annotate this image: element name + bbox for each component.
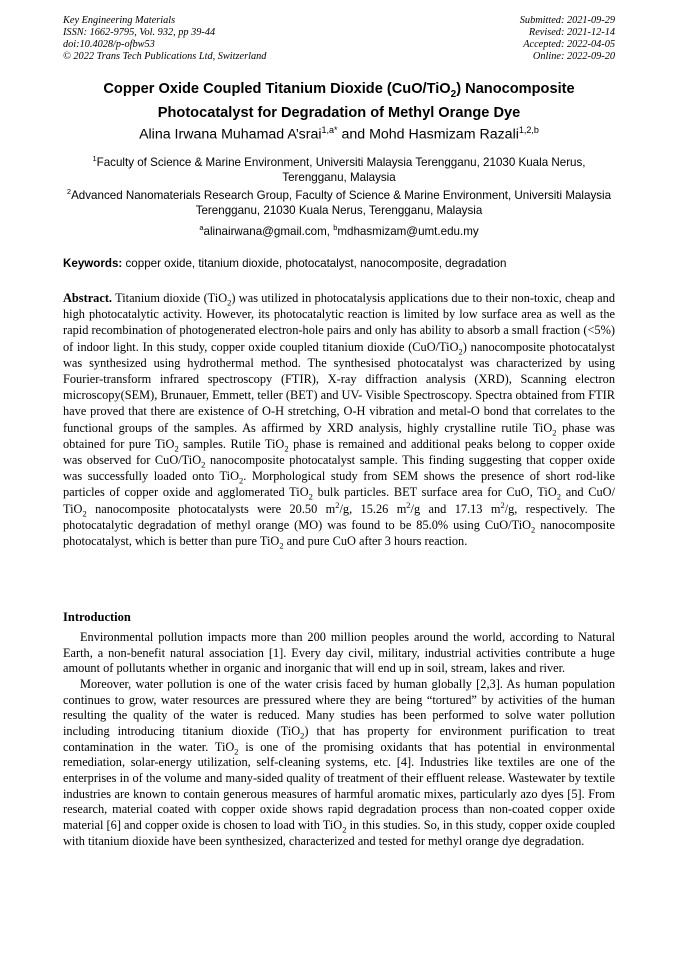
affiliation-1 bbox=[63, 151, 615, 185]
accepted-date: Accepted: 2022-04-05 bbox=[523, 39, 615, 50]
subscript: 2 bbox=[174, 443, 179, 454]
affiliation-1-mark: 1 bbox=[92, 154, 97, 163]
abstract-text: nanocomposite photocatalyst, which is better than pure TiO bbox=[63, 517, 615, 549]
journal-info bbox=[63, 15, 266, 63]
author-emails bbox=[63, 220, 615, 239]
subscript: 2 bbox=[201, 459, 206, 470]
affiliation-1-text: Faculty of Science & Marine Environment, Universiti Malaysia Terengganu, 21030 Kuala Nerus, Terengganu, Malaysia bbox=[96, 155, 586, 184]
subscript: 2 bbox=[227, 297, 232, 308]
subscript: 2 bbox=[556, 491, 561, 502]
abstract-text: and CuO/ TiO bbox=[63, 485, 616, 516]
abstract-text: . Morphological study from SEM shows the presence of short rod-like particles of copper oxide and agglomerated TiO bbox=[63, 469, 615, 500]
publication-dates bbox=[520, 15, 615, 63]
abstract-text: /g and 17.13 m bbox=[410, 501, 501, 516]
abstract-text: nanocomposite photocatalysts were 20.50 m bbox=[86, 501, 336, 516]
author-1-affil: 1,a* bbox=[321, 125, 338, 135]
keywords-text: copper oxide, titanium dioxide, photocatalyst, nanocomposite, degradation bbox=[122, 257, 507, 270]
author-1: Alina Irwana Muhamad A’srai bbox=[139, 126, 322, 143]
paper-title bbox=[40, 80, 638, 122]
email-separator: , bbox=[326, 224, 334, 238]
abstract-label: Abstract. bbox=[63, 291, 113, 305]
abstract-text: phase was obtained for pure TiO bbox=[63, 420, 615, 451]
revised-date: Revised: 2021-12-14 bbox=[528, 27, 615, 38]
subscript: 2 bbox=[300, 730, 305, 741]
affiliation-2 bbox=[63, 184, 615, 218]
title-subscript: 2 bbox=[450, 88, 457, 100]
intro-paragraph-2 bbox=[63, 677, 615, 849]
subscript: 2 bbox=[279, 540, 284, 551]
copyright: © 2022 Trans Tech Publications Ltd, Switzerland bbox=[63, 51, 267, 62]
submitted-date: Submitted: 2021-09-29 bbox=[519, 15, 615, 26]
abstract-text: nanocomposite photocatalyst sample. This finding suggesting that copper oxide was successfully loaded onto TiO bbox=[63, 453, 615, 484]
title-line1-a: Copper Oxide Coupled Titanium Dioxide (CuO/TiO bbox=[103, 81, 451, 97]
author-2: Mohd Hasmizam Razali bbox=[369, 126, 519, 143]
subscript: 2 bbox=[342, 824, 347, 835]
doi: doi:10.4028/p-ofbw53 bbox=[63, 39, 155, 50]
intro-text: Moreover, water pollution is one of the water crisis faced by human globally [2,3]. As human population continues to grow, water resources are pressured where they are being “tortured” by activities of the human resulting the quality of the water is reduced. Many studies has been performed to solve water pollution including introducing titanium dioxide (TiO bbox=[63, 676, 615, 738]
abstract bbox=[63, 290, 615, 549]
superscript: 2 bbox=[335, 499, 340, 510]
email-b-mark: b bbox=[333, 223, 338, 232]
intro-paragraph-1: Environmental pollution impacts more than 200 million peoples around the world, according to Natural Earth, a non-benefit natural association [1]. Every day civil, military, industrial activities contribute a huge amount of pollutants whether in organic and inorganic that will end up in soil, stream, lakes and river. bbox=[63, 630, 615, 676]
email-a[interactable]: alinairwana@gmail.com bbox=[203, 224, 327, 238]
affiliation-2-text: Advanced Nanomaterials Research Group, Faculty of Science & Marine Environment, Universiti Malaysia Terengganu, 21030 Kuala Nerus, Terengganu, Malaysia bbox=[71, 188, 612, 217]
intro-text: is one of the promising oxidants that has potential in environmental remediation, solar-energy utilization, self-cleaning systems, etc. [4]. Industries like textiles are one of the enterprises in of the volume and many-sided quality of treatment of their effluent release. Wastewater by textile industries are known to contain generous measures of harmful aromatic mixes, particularly azo dyes [5]. From research, material coated with copper oxide shows rapid degradation process than non-coated copper oxide material [6] and copper oxide is chosen to load with TiO bbox=[63, 739, 616, 832]
author-conjunction: and bbox=[337, 126, 370, 143]
abstract-text: /g, respectively. The photocatalytic degradation of methyl orange (MO) was found to be 85.0% using CuO/TiO bbox=[63, 501, 616, 532]
abstract-text: phase is remained and additional peaks belong to copper oxide was observed for CuO/TiO bbox=[63, 436, 615, 468]
issn: ISSN: 1662-9795, Vol. 932, pp 39-44 bbox=[63, 27, 216, 38]
author-list bbox=[40, 121, 638, 144]
superscript: 2 bbox=[500, 499, 505, 510]
email-b[interactable]: mdhasmizam@umt.edu.my bbox=[337, 224, 479, 238]
subscript: 2 bbox=[239, 475, 244, 486]
keywords-label: Keywords: bbox=[63, 257, 123, 270]
subscript: 2 bbox=[82, 508, 87, 519]
abstract-text: ) nanocomposite photocatalyst was synthesized using hydrothermal method. The synthesised photocatalyst was characterized by using Fourier-transform infrared spectroscopy (FTIR), X-ray diffraction analysis (XRD), Scanning electron microscopy(SEM), Brunauer, Emmett, teller (BET) and UV- Visible Spectroscopy. Spectra obtained from FTIR have proved that there are existence of O-H stretching, O-H vibration and metal-O bond that correlates to the functional groups of the samples. As affirmed by XRD analysis, highly crystalline rutile TiO bbox=[63, 339, 615, 435]
subscript: 2 bbox=[552, 427, 557, 438]
introduction-body bbox=[63, 630, 615, 849]
intro-text: in this studies. So, in this study, copper oxide coupled with titanium dioxide have been synthesized, characterized and tested for methyl orange dye degradation. bbox=[63, 817, 615, 848]
abstract-text: and pure CuO after 3 hours reaction. bbox=[283, 534, 468, 549]
subscript: 2 bbox=[458, 346, 463, 357]
abstract-text: Titanium dioxide (TiO bbox=[112, 291, 228, 305]
title-line2: Photocatalyst for Degradation of Methyl Orange Dye bbox=[157, 104, 521, 121]
email-a-mark: a bbox=[199, 223, 204, 232]
author-2-affil: 1,2,b bbox=[518, 125, 539, 135]
superscript: 2 bbox=[406, 499, 411, 510]
introduction-heading: Introduction bbox=[63, 610, 131, 624]
intro-text: ) that has property for environment purification to treat contamination in the water. TiO bbox=[63, 723, 615, 754]
journal-name: Key Engineering Materials bbox=[63, 15, 176, 26]
title-line1-b: ) Nanocomposite bbox=[456, 81, 575, 97]
subscript: 2 bbox=[234, 746, 239, 757]
abstract-text: samples. Rutile TiO bbox=[178, 436, 285, 451]
abstract-text: ) was utilized in photocatalysis applications due to their non-toxic, cheap and high photocatalytic activity. However, its photocatalytic reaction is limited by low surface area as well as the rapid recombination of photogenerated electron-hole pairs and only has ability to absorb a small fraction (<5%) of indoor light. In this study, copper oxide coupled titanium dioxide (CuO/TiO bbox=[63, 291, 615, 354]
abstract-text: bulk particles. BET surface area for CuO, TiO bbox=[312, 485, 557, 500]
keywords bbox=[63, 256, 615, 271]
online-date: Online: 2022-09-20 bbox=[532, 51, 615, 62]
subscript: 2 bbox=[284, 443, 289, 454]
abstract-text: /g, 15.26 m bbox=[339, 501, 407, 516]
subscript: 2 bbox=[308, 491, 313, 502]
subscript: 2 bbox=[531, 524, 536, 535]
affiliation-2-mark: 2 bbox=[66, 187, 72, 196]
